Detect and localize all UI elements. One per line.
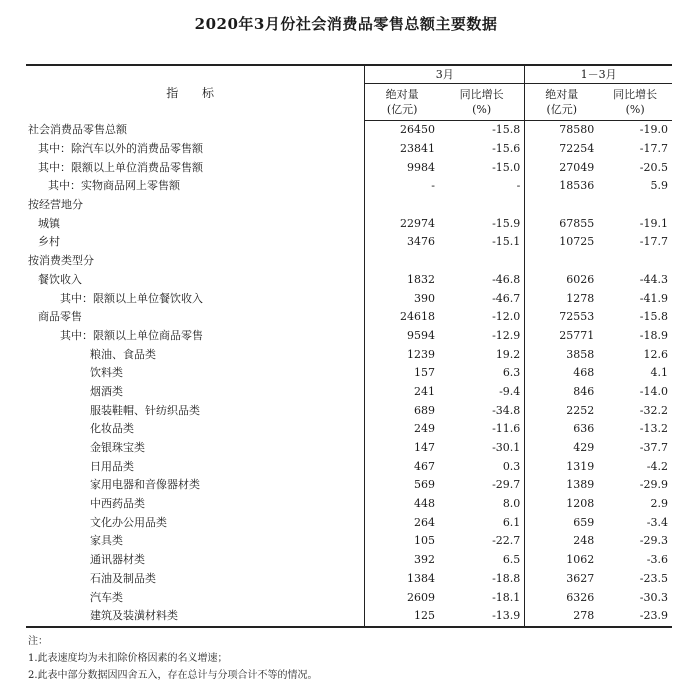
yoy-header-march: 同比增长 (%) [439,84,525,121]
march-yoy-value: 6.5 [439,551,525,570]
row-label: 按经营地分 [26,196,365,215]
jan-mar-abs-value: 25771 [559,328,595,342]
jan-mar-abs-value: 27049 [559,160,595,174]
abs-header-march: 绝对量 (亿元) [365,84,439,121]
table-row [26,439,672,458]
jan-mar-yoy-value: -3.6 [646,553,668,567]
march-abs-value [365,196,439,215]
jan-mar-abs-value: 248 [573,534,595,548]
jan-mar-abs-value: 1278 [566,291,595,305]
jan-mar-yoy-value: -30.3 [639,590,668,604]
jan-mar-yoy-value: -41.9 [639,291,668,305]
row-label: 粮油、食品类 [26,345,365,364]
jan-mar-abs-value: 468 [573,366,595,380]
jan-mar-abs-value: 78580 [559,123,595,137]
row-label: 其中：实物商品网上零售额 [26,177,365,196]
jan-mar-abs-value: 3627 [566,571,595,585]
march-abs-value: 26450 [399,123,435,137]
march-abs-value [365,252,439,271]
row-label: 汽车类 [26,588,365,607]
table-row [26,345,672,364]
table-row [26,271,672,290]
march-abs-value: 249 [413,422,435,436]
march-yoy-value: -15.9 [439,214,525,233]
jan-mar-abs-value: 67855 [559,216,595,230]
table-body [26,121,672,627]
march-abs-value: 147 [413,441,435,455]
row-label: 中西药品类 [26,495,365,514]
row-label: 其中：限额以上单位消费品零售额 [26,158,365,177]
row-label: 家具类 [26,532,365,551]
row-label: 服装鞋帽、针纺织品类 [26,401,365,420]
indicator-header: 指 标 [26,65,365,121]
jan-mar-abs-value: 1319 [566,459,595,473]
march-yoy-value [439,196,525,215]
table-row [26,158,672,177]
march-yoy-value: - [439,177,525,196]
march-abs-value: 22974 [399,216,435,230]
jan-mar-yoy-value: -15.8 [639,310,668,324]
march-abs-value: 689 [413,403,435,417]
march-yoy-value: -46.8 [439,271,525,290]
row-label: 其中：限额以上单位餐饮收入 [26,289,365,308]
row-label: 其中：除汽车以外的消费品零售额 [26,140,365,159]
jan-mar-yoy-value: -19.0 [639,123,668,137]
march-abs-value: 467 [413,459,435,473]
table-row [26,214,672,233]
march-abs-value: 125 [365,607,439,627]
table-row [26,327,672,346]
row-label: 社会消费品零售总额 [26,121,365,140]
jan-mar-yoy-value: -44.3 [639,272,668,286]
table-row [26,140,672,159]
jan-mar-abs-value [525,252,598,271]
row-label: 乡村 [26,233,365,252]
row-label: 餐饮收入 [26,271,365,290]
row-label: 按消费类型分 [26,252,365,271]
row-label: 家用电器和音像器材类 [26,476,365,495]
row-label: 日用品类 [26,457,365,476]
table-row [26,401,672,420]
jan-mar-yoy-value: 12.6 [643,347,668,361]
march-yoy-value: -18.8 [439,570,525,589]
jan-mar-abs-value: 636 [573,422,595,436]
table-row [26,233,672,252]
note-1: 1.此表速度均为未扣除价格因素的名义增速； [28,653,228,664]
table-row [26,476,672,495]
table-row [26,196,672,215]
jan-mar-abs-value: 1389 [566,478,595,492]
jan-mar-yoy-value: -3.4 [646,515,668,529]
jan-mar-abs-value: 278 [525,607,598,627]
jan-mar-yoy-value: -23.5 [639,571,668,585]
march-abs-value: 392 [413,553,435,567]
march-abs-value: 1384 [406,571,435,585]
jan-mar-abs-value: 659 [573,515,595,529]
jan-mar-abs-value: 72254 [559,142,595,156]
jan-mar-abs-value: 1208 [566,497,595,511]
jan-mar-abs-value: 6326 [566,590,595,604]
footnotes [28,633,318,684]
row-label: 通讯器材类 [26,551,365,570]
march-yoy-value: 6.3 [439,364,525,383]
jan-mar-abs-value: 2252 [566,403,595,417]
table-row [26,308,672,327]
march-yoy-value: -12.9 [439,327,525,346]
table-row [26,495,672,514]
march-yoy-value: -15.6 [439,140,525,159]
row-label: 化妆品类 [26,420,365,439]
march-abs-value: 24618 [399,310,435,324]
note-2: 2.此表中部分数据因四舍五入，存在总计与分项合计不等的情况。 [28,670,318,681]
march-abs-value: 448 [413,497,435,511]
table-row [26,121,672,140]
table-row [26,383,672,402]
march-yoy-value: -15.8 [439,121,525,140]
table-row [26,588,672,607]
jan-mar-yoy-value: -19.1 [639,216,668,230]
march-yoy-value: 0.3 [439,457,525,476]
jan-mar-abs-value: 6026 [566,272,595,286]
note-heading: 注： [28,636,48,647]
jan-mar-abs-value: 10725 [559,235,595,249]
row-label: 石油及制品类 [26,570,365,589]
jan-mar-yoy-value [598,196,672,215]
jan-mar-yoy-value: -23.9 [598,607,672,627]
march-yoy-value: 8.0 [439,495,525,514]
jan-mar-yoy-value: -37.7 [639,441,668,455]
march-yoy-value: -11.6 [439,420,525,439]
jan-mar-abs-value: 72553 [559,310,595,324]
jan-mar-abs-value: 846 [573,384,595,398]
jan-mar-yoy-value: -20.5 [639,160,668,174]
jan-mar-yoy-value [598,252,672,271]
yoy-header-jan-mar: 同比增长 (%) [598,84,672,121]
jan-mar-yoy-value: -17.7 [639,142,668,156]
retail-sales-table [26,64,672,628]
table-row [26,457,672,476]
march-yoy-value: -29.7 [439,476,525,495]
jan-mar-yoy-value: -29.9 [639,478,668,492]
row-label: 烟酒类 [26,383,365,402]
table-row [26,364,672,383]
table-row [26,532,672,551]
table-row [26,252,672,271]
march-abs-value: 264 [413,515,435,529]
jan-mar-yoy-value: -4.2 [646,459,668,473]
march-header: 3月 [365,65,525,84]
jan-mar-yoy-value: -17.7 [639,235,668,249]
march-abs-value: 23841 [399,142,435,156]
march-yoy-value: -12.0 [439,308,525,327]
jan-mar-yoy-value: 5.9 [650,179,668,193]
march-abs-value: 3476 [406,235,435,249]
jan-mar-yoy-value: 2.9 [650,497,668,511]
row-label: 饮料类 [26,364,365,383]
march-abs-value: 390 [413,291,435,305]
march-yoy-value: -34.8 [439,401,525,420]
jan-mar-header: 1－3月 [525,65,672,84]
march-yoy-value: -15.1 [439,233,525,252]
march-yoy-value: 19.2 [439,345,525,364]
march-abs-value: - [431,179,435,193]
jan-mar-yoy-value: -14.0 [639,384,668,398]
jan-mar-yoy-value: -29.3 [639,534,668,548]
jan-mar-abs-value: 1062 [566,553,595,567]
row-label: 城镇 [26,214,365,233]
jan-mar-abs-value: 429 [573,441,595,455]
table-row [26,551,672,570]
row-label: 其中：限额以上单位商品零售 [26,327,365,346]
march-yoy-value: -30.1 [439,439,525,458]
march-abs-value: 1832 [406,272,435,286]
row-label: 商品零售 [26,308,365,327]
march-abs-value: 1239 [406,347,435,361]
march-abs-value: 105 [413,534,435,548]
table-row [26,420,672,439]
march-yoy-value: -9.4 [439,383,525,402]
march-abs-value: 2609 [406,590,435,604]
table-row [26,607,672,627]
jan-mar-yoy-value: -18.9 [639,328,668,342]
march-yoy-value: -46.7 [439,289,525,308]
table-row [26,177,672,196]
jan-mar-abs-value: 3858 [566,347,595,361]
march-yoy-value [439,252,525,271]
table-row [26,570,672,589]
march-yoy-value: -22.7 [439,532,525,551]
march-abs-value: 241 [413,384,435,398]
march-yoy-value: -15.0 [439,158,525,177]
march-yoy-value: 6.1 [439,513,525,532]
row-label: 文化办公用品类 [26,513,365,532]
abs-header-jan-mar: 绝对量 (亿元) [525,84,598,121]
table-row [26,289,672,308]
row-label: 建筑及装潢材料类 [26,607,365,627]
march-yoy-value: -13.9 [439,607,525,627]
jan-mar-yoy-value: -32.2 [639,403,668,417]
jan-mar-abs-value [525,196,598,215]
jan-mar-abs-value: 18536 [559,179,595,193]
march-abs-value: 9984 [406,160,435,174]
table-row [26,513,672,532]
march-abs-value: 569 [413,478,435,492]
table-title: 2020年3月份社会消费品零售总额主要数据 [194,15,498,33]
march-abs-value: 9594 [406,328,435,342]
jan-mar-yoy-value: -13.2 [639,422,668,436]
jan-mar-yoy-value: 4.1 [650,366,668,380]
row-label: 金银珠宝类 [26,439,365,458]
march-abs-value: 157 [413,366,435,380]
march-yoy-value: -18.1 [439,588,525,607]
